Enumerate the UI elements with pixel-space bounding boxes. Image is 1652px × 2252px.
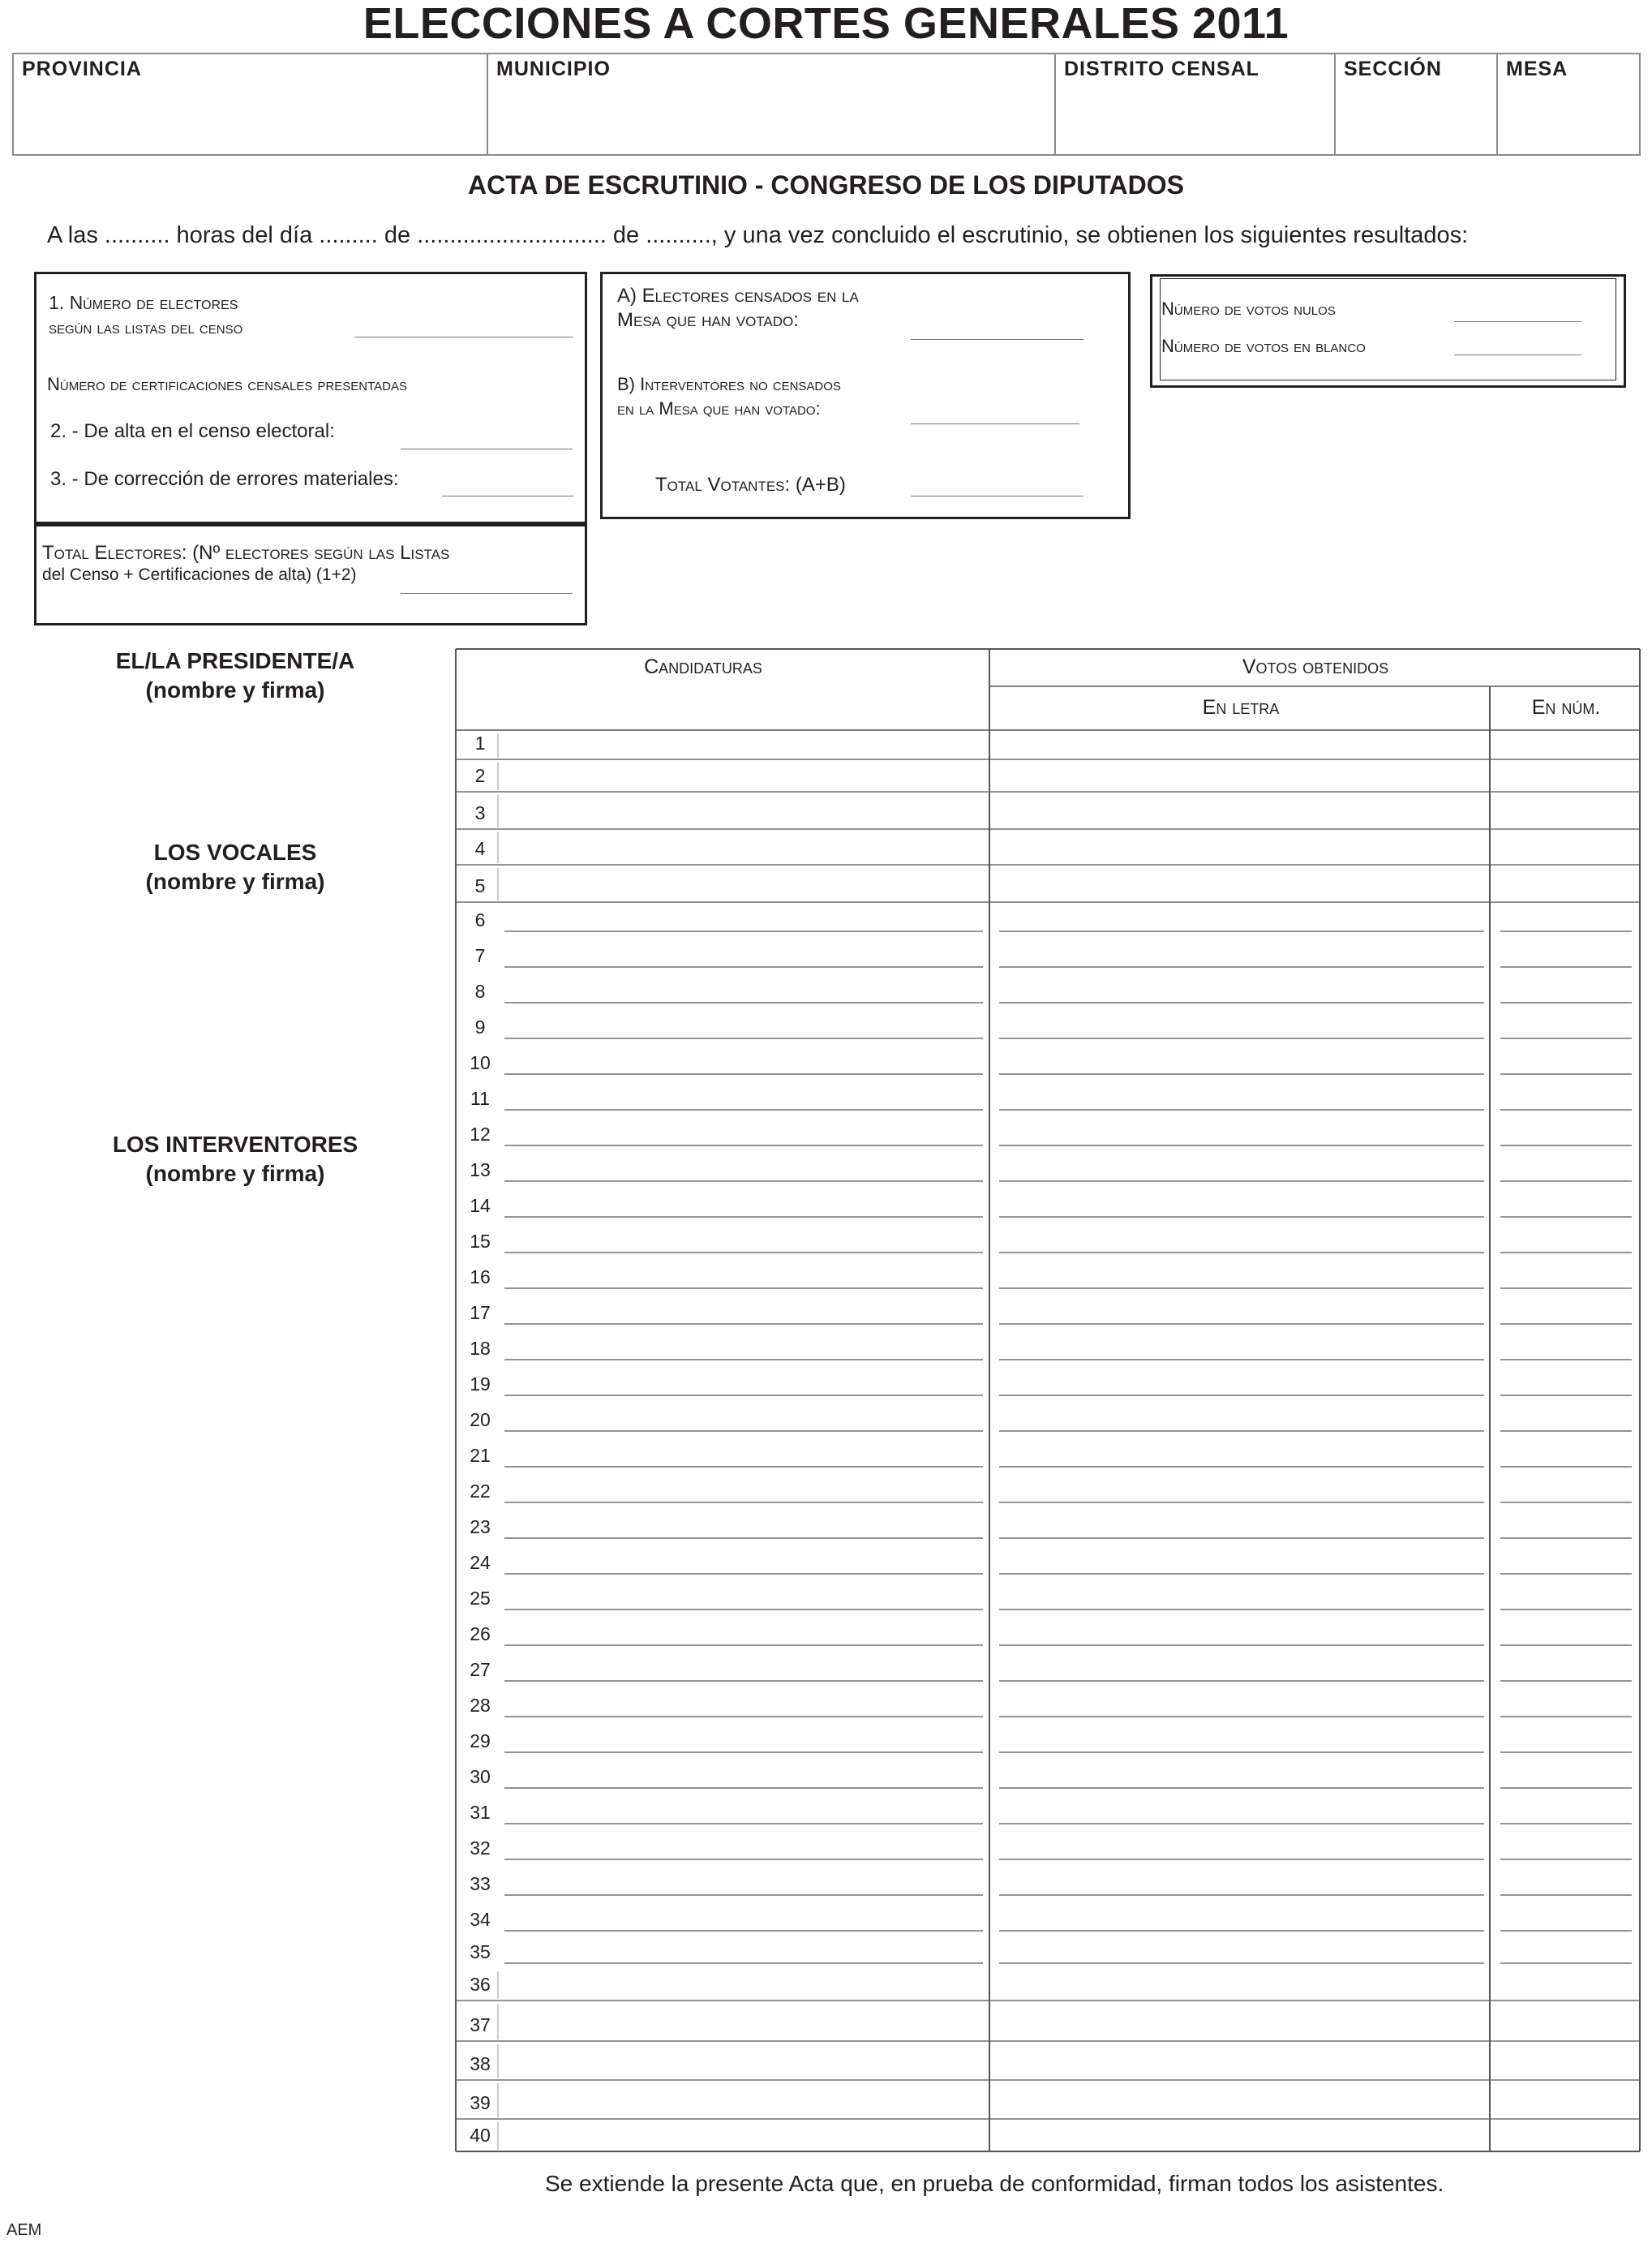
row-number: 29 [470,1730,491,1751]
row-number: 39 [470,2092,491,2113]
interventores-votado-label-line2: en la Mesa que han votado: [617,398,821,419]
vocales-signature-label: LOS VOCALES (nombre y firma) [145,840,325,894]
interventores-votado-label-line1: B) Interventores no censados [617,374,841,394]
row-number: 36 [470,1974,491,1995]
row-number: 35 [470,1941,491,1962]
certificaciones-label: Número de certificaciones censales presentadas [47,374,408,394]
total-electores-label-line1: Total Electores: (Nº electores según las Listas [42,542,450,564]
row-number: 28 [470,1695,491,1716]
electores-votado-label-line1: A) Electores censados en la [617,285,859,307]
row-number: 32 [470,1837,491,1859]
row-number: 24 [470,1552,491,1573]
en-num-header: En núm. [1531,696,1601,719]
total-electores-label-line2: del Censo + Certificaciones de alta) (1+2) [42,565,357,584]
row-number: 17 [470,1302,491,1323]
row-number: 31 [470,1802,491,1823]
row-number: 33 [470,1873,491,1894]
row-number: 23 [470,1516,491,1537]
row-number: 25 [470,1588,491,1609]
row-number: 21 [470,1445,491,1466]
row-number: 15 [470,1231,491,1252]
distrito-censal-label: DISTRITO CENSAL [1064,58,1259,80]
row-number: 34 [470,1909,491,1930]
row-number: 37 [470,2014,491,2035]
votos-obtenidos-header: Votos obtenidos [1242,655,1389,678]
form-code: AEM [6,2221,42,2239]
intro-sentence: A las .......... horas del día ......... de ............................. de .........., y una vez concluido el escrutinio, se obtienen los siguientes resultados: [47,222,1469,248]
row-number: 5 [474,875,486,896]
interventores-signature-label: LOS INTERVENTORES (nombre y firma) [112,1132,358,1186]
row-number: 3 [474,802,486,823]
candidaturas-header: Candidaturas [644,655,762,678]
row-number: 13 [470,1159,491,1180]
mesa-label: MESA [1506,58,1568,80]
row-number: 11 [470,1088,490,1109]
row-number: 9 [474,1016,486,1038]
document-title: ELECCIONES A CORTES GENERALES 2011 [363,0,1289,48]
correccion-label: 3. - De corrección de errores materiales: [50,468,399,490]
electores-votado-label-line2: Mesa que han votado: [617,309,799,331]
row-number: 22 [470,1481,491,1502]
row-number: 19 [470,1373,491,1395]
row-number: 26 [470,1623,491,1644]
row-number: 10 [470,1052,491,1073]
votos-nulos-label: Número de votos nulos [1161,299,1336,319]
row-number: 38 [470,2053,491,2074]
row-number: 6 [474,909,486,930]
presidente-signature-label: EL/LA PRESIDENTE/A (nombre y firma) [115,648,355,703]
seccion-label: SECCIÓN [1344,58,1442,80]
alta-label: 2. - De alta en el censo electoral: [50,420,335,442]
row-number: 16 [470,1266,491,1287]
row-number: 18 [470,1338,491,1359]
en-letra-header: En letra [1202,696,1280,719]
votos-blanco-label: Número de votos en blanco [1161,336,1366,356]
row-number: 40 [470,2125,491,2146]
row-number: 30 [470,1766,491,1787]
row-number: 8 [474,981,486,1002]
electores-label-line1: 1. Número de electores [49,292,238,313]
row-number: 14 [470,1195,491,1216]
row-number: 4 [474,838,486,859]
total-votantes-label: Total Votantes: (A+B) [655,474,846,496]
row-number: 7 [474,945,486,966]
row-number: 12 [470,1124,491,1145]
municipio-label: MUNICIPIO [496,58,611,80]
row-number: 1 [474,733,486,754]
electores-label-line2: según las listas del censo [49,317,243,337]
provincia-label: PROVINCIA [22,58,142,80]
acta-subtitle: ACTA DE ESCRUTINIO - CONGRESO DE LOS DIPUTADOS [468,170,1184,200]
row-number: 20 [470,1409,491,1430]
closing-statement: Se extiende la presente Acta que, en prueba de conformidad, firman todos los asistentes. [545,2171,1444,2196]
row-number: 27 [470,1659,491,1680]
row-number: 2 [474,765,486,786]
